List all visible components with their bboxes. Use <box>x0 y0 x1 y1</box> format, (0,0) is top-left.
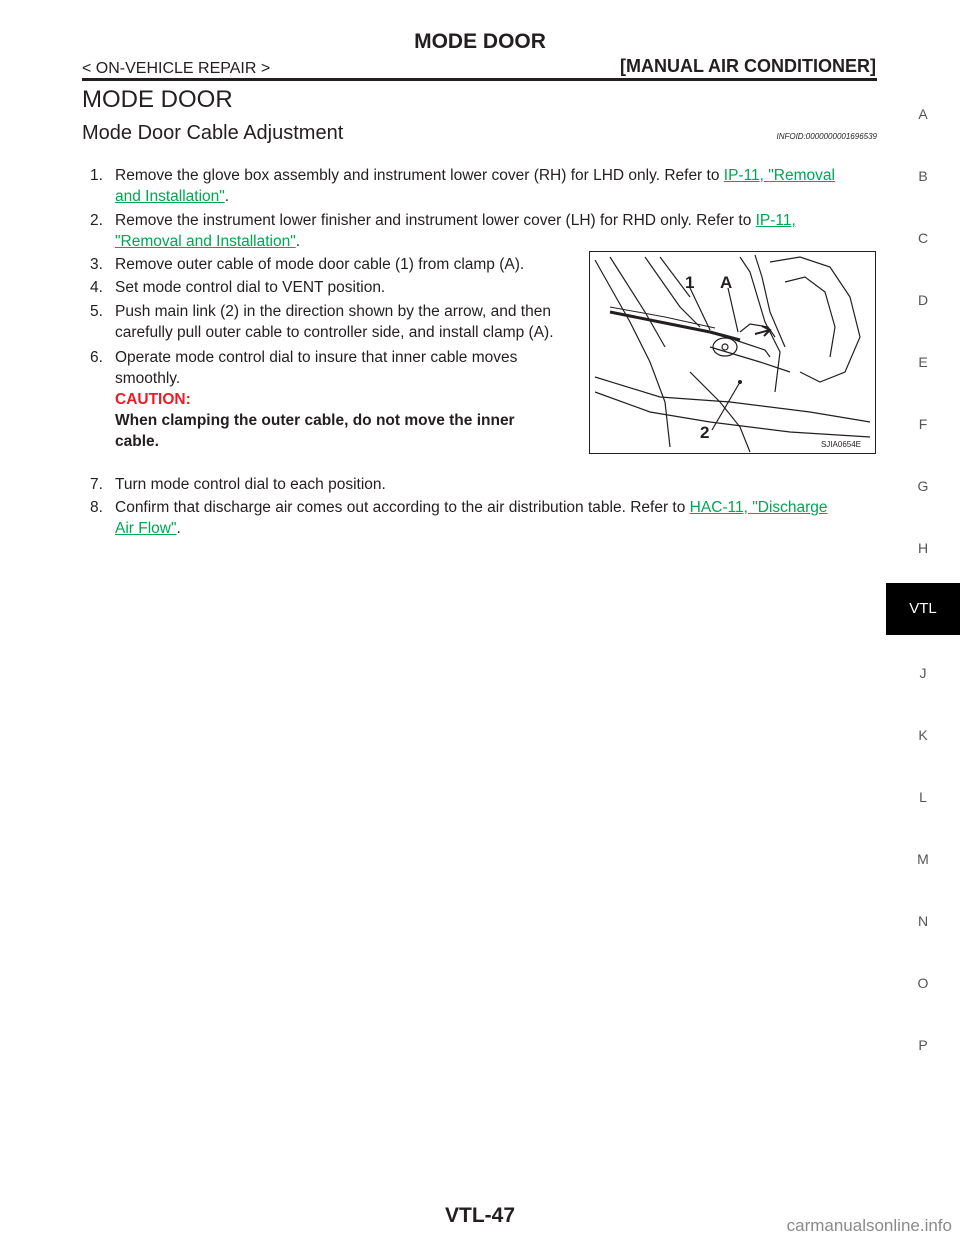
step-text-cont: "Removal and Installation". <box>115 233 301 250</box>
tab-vtl[interactable]: VTL <box>886 583 960 635</box>
step-3 <box>90 254 578 275</box>
caution-text: When clamping the outer cable, do not move the inner <box>115 412 515 429</box>
step-text: Turn mode control dial to each position. <box>115 476 386 493</box>
step-text-cont: Air Flow". <box>115 520 181 537</box>
step-number: 6. <box>90 349 103 366</box>
step-number: 2. <box>90 212 103 229</box>
mode-door-illustration <box>590 252 875 453</box>
section-tabs <box>886 0 960 1242</box>
step-text-cont: smoothly. <box>115 370 181 387</box>
step-text: Remove the instrument lower finisher and instrument lower cover (LH) for RHD only. Refer to IP-11, <box>115 212 796 229</box>
link-hac-11-discharge[interactable]: HAC-11, "Discharge <box>689 499 828 516</box>
step-text: Remove the glove box assembly and instrument lower cover (RH) for LHD only. Refer to IP-11, "Removal <box>115 167 835 184</box>
mode-door-cable-figure <box>589 251 876 454</box>
step-6 <box>90 347 578 450</box>
tab-o[interactable]: O <box>917 975 929 991</box>
step-1 <box>90 165 878 205</box>
step-number: 4. <box>90 279 103 296</box>
header-title: MODE DOOR <box>414 30 546 53</box>
link-ip-11-removal-cont[interactable]: and Installation" <box>115 188 225 205</box>
callout-1: 1 <box>685 273 695 292</box>
step-text: Confirm that discharge air comes out according to the air distribution table. Refer to HAC-11, "Discharge <box>115 499 828 516</box>
tab-p[interactable]: P <box>918 1037 928 1053</box>
tab-c[interactable]: C <box>917 230 929 246</box>
link-air-flow[interactable]: Air Flow" <box>115 520 177 537</box>
header-category: [MANUAL AIR CONDITIONER] <box>620 56 876 76</box>
step-text: Push main link (2) in the direction shown by the arrow, and then <box>115 303 551 320</box>
tab-n[interactable]: N <box>917 913 929 929</box>
tab-g[interactable]: G <box>917 478 929 494</box>
tab-e[interactable]: E <box>918 354 928 370</box>
info-id: INFOID:0000000001696539 <box>776 132 877 141</box>
tab-h[interactable]: H <box>917 540 929 556</box>
tab-b[interactable]: B <box>918 168 928 184</box>
step-text: Remove outer cable of mode door cable (1) from clamp (A). <box>115 256 525 273</box>
tab-j[interactable]: J <box>919 665 927 681</box>
caution-label: CAUTION: <box>115 391 191 408</box>
step-text: Set mode control dial to VENT position. <box>115 279 386 296</box>
page-number: VTL-47 <box>444 1204 515 1227</box>
subsection-header <box>82 122 877 145</box>
subsection-title: Mode Door Cable Adjustment <box>82 122 344 144</box>
step-number: 3. <box>90 256 103 273</box>
step-4 <box>90 277 578 298</box>
tab-l[interactable]: L <box>919 789 927 805</box>
tab-d[interactable]: D <box>917 292 929 308</box>
step-7 <box>90 474 878 495</box>
link-ip-11-removal[interactable]: IP-11, "Removal <box>723 167 835 184</box>
header-breadcrumb: < ON-VEHICLE REPAIR > <box>82 60 271 77</box>
step-number: 8. <box>90 499 103 516</box>
tab-a[interactable]: A <box>918 106 928 122</box>
step-text: Operate mode control dial to insure that inner cable moves <box>115 349 518 366</box>
step-text-cont: carefully pull outer cable to controller side, and install clamp (A). <box>115 324 554 341</box>
callout-a: A <box>720 273 733 292</box>
step-2 <box>90 210 878 250</box>
callout-2: 2 <box>700 423 710 442</box>
figure-id: SJIA0654E <box>820 440 861 449</box>
step-text-cont: and Installation". <box>115 188 230 205</box>
tab-f[interactable]: F <box>918 416 928 432</box>
caution-text-cont: cable. <box>115 433 159 450</box>
tab-k[interactable]: K <box>918 727 928 743</box>
section-title: MODE DOOR <box>82 86 233 113</box>
step-number: 7. <box>90 476 103 493</box>
link-removal-installation[interactable]: "Removal and Installation" <box>115 233 296 250</box>
watermark: carmanualsonline.info <box>786 1216 952 1235</box>
step-number: 5. <box>90 303 103 320</box>
step-5 <box>90 301 578 341</box>
step-8 <box>90 497 878 537</box>
header-rule <box>82 78 877 81</box>
link-ip-11[interactable]: IP-11, <box>755 212 796 229</box>
tab-m[interactable]: M <box>917 851 929 867</box>
step-number: 1. <box>90 167 103 184</box>
